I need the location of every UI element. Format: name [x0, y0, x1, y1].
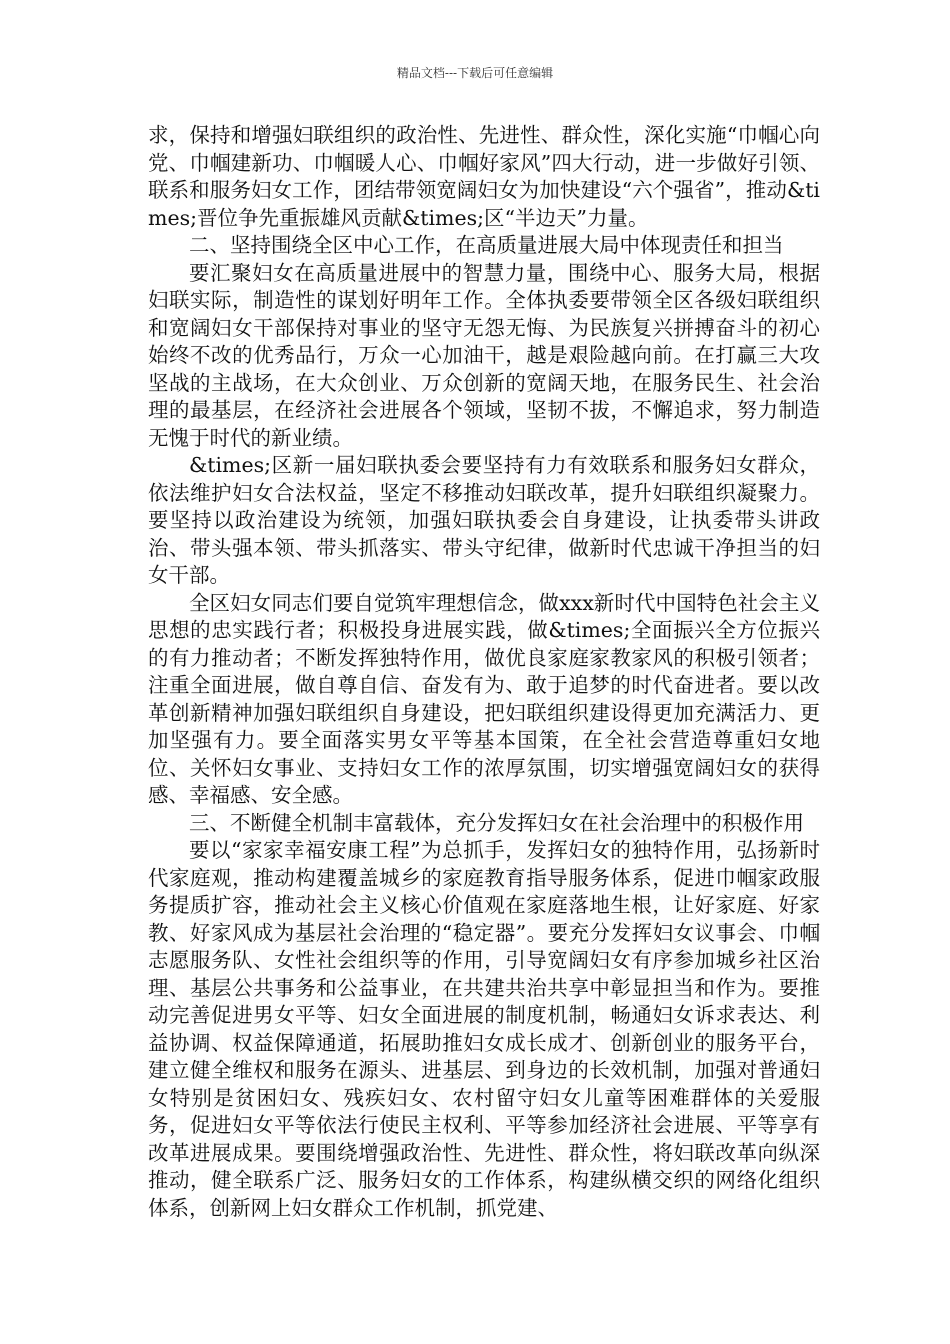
paragraph: &times;区新一届妇联执委会要坚持有力有效联系和服务妇女群众，依法维护妇女合法权益，坚定不移推动妇联改革，提升妇联组织凝聚力。要坚持以政治建设为统领，加强妇联执委会自身建设，让执委带头讲政治、带头强本领、带头抓落实、带头守纪律，做新时代忠诚干净担当的妇女干部。: [148, 453, 820, 587]
section-heading: 三、不断健全机制丰富载体，充分发挥妇女在社会治理中的积极作用: [189, 810, 804, 835]
paragraph: 求，保持和增强妇联组织的政治性、先进性、群众性，深化实施“巾帼心向党、巾帼建新功、巾帼暖人心、巾帼好家风”四大行动，进一步做好引领、联系和服务妇女工作，团结带领宽阔妇女为加快建设“六个强省”，推动&times;晋位争先重振雄风贡献&times;区“半边天”力量。: [148, 123, 820, 230]
document-body: [148, 122, 820, 1222]
paragraph: 全区妇女同志们要自觉筑牢理想信念，做xxx新时代中国特色社会主义思想的忠实践行者；积极投身进展实践，做&times;全面振兴全方位振兴的有力推动者；不断发挥独特作用，做优良家庭家教家风的积极引领者；注重全面进展，做自尊自信、奋发有为、敢于追梦的时代奋进者。要以改革创新精神加强妇联组织自身建设，把妇联组织建设得更加充满活力、更加坚强有力。要全面落实男女平等基本国策，在全社会营造尊重妇女地位、关怀妇女事业、支持妇女工作的浓厚氛围，切实增强宽阔妇女的获得感、幸福感、安全感。: [148, 590, 820, 807]
section-heading: 二、坚持围绕全区中心工作，在高质量进展大局中体现责任和担当: [189, 233, 784, 257]
page-header: 精品文档---下载后可任意编辑: [396, 66, 554, 80]
paragraph: 要汇聚妇女在高质量进展中的智慧力量，围绕中心、服务大局，根据妇联实际，制造性的谋划好明年工作。全体执委要带领全区各级妇联组织和宽阔妇女干部保持对事业的坚守无怨无悔、为民族复兴拼搏奋斗的初心始终不改的优秀品行，万众一心加油干，越是艰险越向前。在打赢三大攻坚战的主战场，在大众创业、万众创新的宽阔天地，在服务民生、社会治理的最基层，在经济社会进展各个领域，坚韧不拔，不懈追求，努力制造无愧于时代的新业绩。: [148, 260, 820, 450]
paragraph: 要以“家家幸福安康工程”为总抓手，发挥妇女的独特作用，弘扬新时代家庭观，推动构建覆盖城乡的家庭教育指导服务体系，促进巾帼家政服务提质扩容，推动社会主义核心价值观在家庭落地生根，让好家庭、好家教、好家风成为基层社会治理的“稳定器”。要充分发挥妇女议事会、巾帼志愿服务队、女性社会组织等的作用，引导宽阔妇女有序参加城乡社区治理、基层公共事务和公益事业，在共建共治共享中彰显担当和作为。要推动完善促进男女平等、妇女全面进展的制度机制，畅通妇女诉求表达、利益协调、权益保障通道，拓展助推妇女成长成才、创新创业的服务平台，建立健全维权和服务在源头、进基层、到身边的长效机制，加强对普通妇女特别是贫困妇女、残疾妇女、农村留守妇女儿童等困难群体的关爱服务，促进妇女平等依法行使民主权利、平等参加经济社会进展、平等享有改革进展成果。要围绕增强政治性、先进性、群众性，将妇联改革向纵深推动，健全联系广泛、服务妇女的工作体系，构建纵横交织的网络化组织体系，创新网上妇女群众工作机制，抓党建、: [148, 838, 820, 1220]
